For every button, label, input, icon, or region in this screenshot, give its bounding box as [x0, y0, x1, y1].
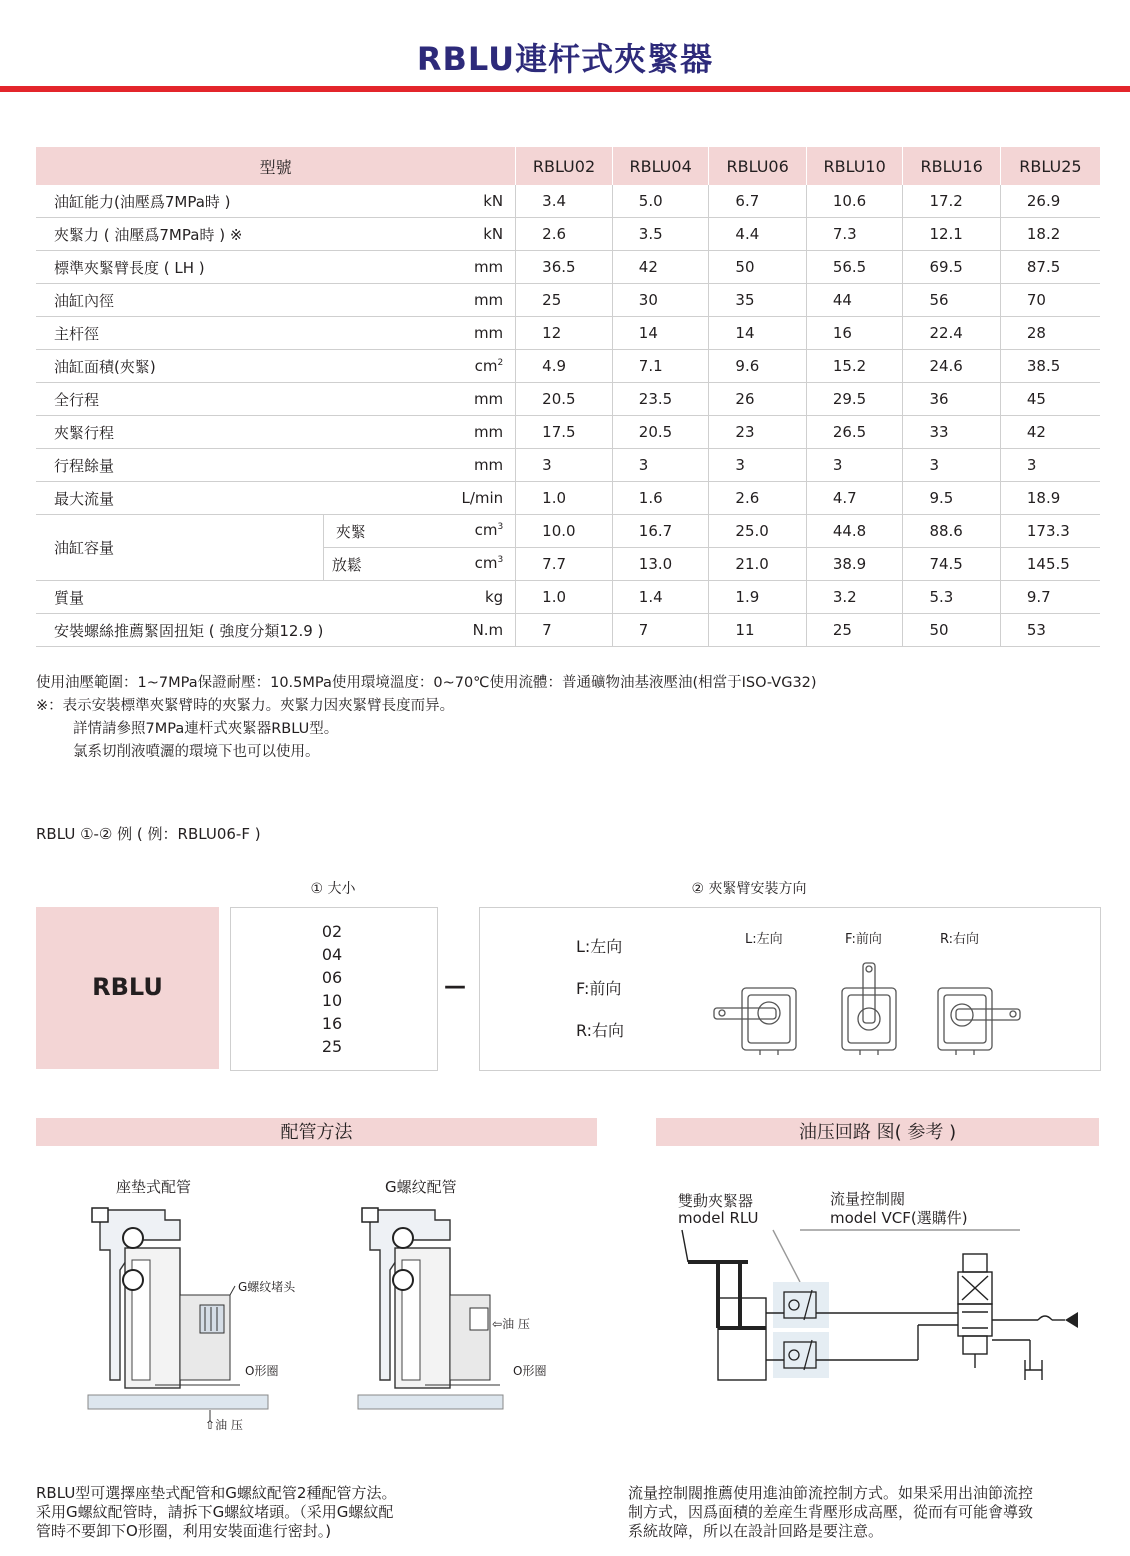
dir-fig-label: R:右向: [940, 932, 980, 947]
oil-label-text: 油 压: [502, 1317, 530, 1331]
cell: 33: [903, 416, 1000, 449]
cell: 5.0: [612, 185, 709, 218]
direction-option: F:前向: [576, 979, 622, 998]
oil-label: [205, 1416, 243, 1433]
title-rule: [0, 86, 1130, 92]
arrow-left-icon: ⇦: [492, 1317, 503, 1331]
piping-text: RBLU型可選擇座垫式配管和G螺紋配管2種配管方法。: [36, 1484, 397, 1502]
cell: 53: [1000, 614, 1100, 647]
row-unit-text: cm: [474, 357, 498, 375]
circuit-text: 制方式，因爲面積的差産生背壓形成高壓，從而有可能會導致: [628, 1503, 1034, 1521]
model-header: RBLU16: [903, 147, 1000, 185]
page-title: RBLU連杆式夾緊器: [416, 40, 714, 78]
cell: 44.8: [806, 515, 903, 548]
table-row: [36, 185, 1100, 218]
cell: 17.2: [903, 185, 1000, 218]
cell: 7.1: [612, 350, 709, 383]
circuit-label: model VCF(選購件): [830, 1209, 968, 1227]
cell: 38.5: [1000, 350, 1100, 383]
row-item: 全行程: [36, 383, 323, 416]
size-option: 02: [321, 922, 343, 941]
spec-table: [36, 147, 1100, 647]
row-unit: kN: [323, 185, 515, 218]
row-item: 主杆徑: [36, 317, 323, 350]
cell: 35: [709, 284, 806, 317]
directional-valve: [958, 1254, 992, 1368]
cell: 145.5: [1000, 548, 1100, 581]
cell: 74.5: [903, 548, 1000, 581]
cell: 4.9: [516, 350, 613, 383]
cell: 28: [1000, 317, 1100, 350]
cell: 9.5: [903, 482, 1000, 515]
cell: 12: [516, 317, 613, 350]
ordering-example: RBLU ①-② 例 ( 例：RBLU06-F ): [36, 825, 261, 843]
oring-label: O形圈: [513, 1364, 547, 1378]
cell: 17.5: [516, 416, 613, 449]
capacity-sub-release: 放鬆: [331, 555, 362, 574]
row-item: 標準夾緊臂長度 ( LH ): [36, 251, 323, 284]
cell: 5.3: [903, 581, 1000, 614]
g-plug-label: G螺纹堵头: [238, 1280, 296, 1294]
row-item: 油缸能力(油壓爲7MPa時 ): [36, 185, 323, 218]
spec-table-body: [36, 185, 1100, 647]
cell: 3: [903, 449, 1000, 482]
row-unit-pair: [323, 515, 515, 548]
circuit-text: 流量控制閥推薦使用進油節流控制方式。如果采用出油節流控: [628, 1484, 1034, 1502]
row-item: 質量: [36, 581, 323, 614]
cell: 42: [1000, 416, 1100, 449]
dir-fig-label: F:前向: [845, 932, 882, 947]
circuit-label: 雙動夾緊器: [678, 1192, 754, 1210]
direction-figures: [700, 955, 1040, 1060]
piping-text: 管時不要卸下O形圈，利用安裝面進行密封。): [36, 1522, 332, 1540]
cell: 88.6: [903, 515, 1000, 548]
size-option: 10: [321, 991, 343, 1010]
size-list: [230, 920, 434, 1058]
table-row: [36, 449, 1100, 482]
cell: 3: [516, 449, 613, 482]
cell: 3: [709, 449, 806, 482]
cell: 38.9: [806, 548, 903, 581]
clamp-figure-left: [714, 988, 796, 1055]
table-row: [36, 350, 1100, 383]
cell: 36.5: [516, 251, 613, 284]
table-row: [36, 317, 1100, 350]
cell: 1.9: [709, 581, 806, 614]
cell: 20.5: [516, 383, 613, 416]
row-unit: L/min: [323, 482, 515, 515]
cell: 24.6: [903, 350, 1000, 383]
row-unit: kN: [323, 218, 515, 251]
cell: 36: [903, 383, 1000, 416]
cell: 11: [709, 614, 806, 647]
cell: 7.7: [516, 548, 613, 581]
cell: 2.6: [709, 482, 806, 515]
cell: 3: [806, 449, 903, 482]
cell: 4.4: [709, 218, 806, 251]
cell: 20.5: [612, 416, 709, 449]
table-row: [36, 416, 1100, 449]
cell: 7.3: [806, 218, 903, 251]
cell: 16: [806, 317, 903, 350]
cell: 23: [709, 416, 806, 449]
row-unit: mm: [323, 251, 515, 284]
piping-fig-gthread: [358, 1208, 503, 1409]
cell: 12.1: [903, 218, 1000, 251]
cell: 1.0: [516, 581, 613, 614]
clamp-figure-right: [938, 988, 1020, 1055]
cell: 173.3: [1000, 515, 1100, 548]
row-unit: mm: [323, 449, 515, 482]
pump-arrow-icon: [1065, 1312, 1078, 1328]
cell: 56.5: [806, 251, 903, 284]
row-item: 夾緊力 ( 油壓爲7MPa時 ) ※: [36, 218, 323, 251]
row-item: 油缸內徑: [36, 284, 323, 317]
direction-label: ② 夾緊臂安裝方向: [691, 881, 807, 897]
row-unit: mm: [323, 416, 515, 449]
cell: 6.7: [709, 185, 806, 218]
cell: 50: [903, 614, 1000, 647]
cell: 1.4: [612, 581, 709, 614]
size-option: 06: [321, 968, 343, 987]
model-header: RBLU04: [612, 147, 709, 185]
cell: 29.5: [806, 383, 903, 416]
cell: 3: [1000, 449, 1100, 482]
cell: 1.6: [612, 482, 709, 515]
cell: 42: [612, 251, 709, 284]
piping-fig2-title: G螺纹配管: [385, 1178, 457, 1196]
cell: 14: [709, 317, 806, 350]
cell: 21.0: [709, 548, 806, 581]
circuit-label: model RLU: [678, 1209, 759, 1227]
cell: 1.0: [516, 482, 613, 515]
row-unit: mm: [323, 383, 515, 416]
row-item: 行程餘量: [36, 449, 323, 482]
row-item: 最大流量: [36, 482, 323, 515]
table-row: [36, 251, 1100, 284]
cell: 45: [1000, 383, 1100, 416]
dir-fig-label: L:左向: [745, 932, 783, 947]
cell: 18.2: [1000, 218, 1100, 251]
row-unit: mm: [323, 284, 515, 317]
table-row: [36, 218, 1100, 251]
note-line: ※：表示安裝標準夾緊臂時的夾緊力。夾緊力因夾緊臂長度而异。: [36, 698, 455, 714]
cell: 7: [612, 614, 709, 647]
cell: 3.4: [516, 185, 613, 218]
cell: 14: [612, 317, 709, 350]
row-unit-text: cm: [474, 553, 498, 572]
cell: 23.5: [612, 383, 709, 416]
cell: 16.7: [612, 515, 709, 548]
cell: 30: [612, 284, 709, 317]
oil-label: [492, 1315, 530, 1332]
cell: 25: [516, 284, 613, 317]
model-header: RBLU02: [516, 147, 613, 185]
piping-fig-manifold: [88, 1208, 268, 1422]
capacity-label: 油缸容量: [36, 515, 323, 581]
model-header: RBLU25: [1000, 147, 1100, 185]
model-header: RBLU10: [806, 147, 903, 185]
table-row: [36, 482, 1100, 515]
note-line: 詳情請參照7MPa連杆式夾緊器RBLU型。: [73, 721, 339, 737]
cell: 50: [709, 251, 806, 284]
direction-option: L:左向: [576, 937, 623, 956]
flow-control-valves: [773, 1282, 829, 1378]
piping-title: 配管方法: [36, 1118, 597, 1146]
cell: 9.6: [709, 350, 806, 383]
cell: 2.6: [516, 218, 613, 251]
cell: 3.2: [806, 581, 903, 614]
cell: 9.7: [1000, 581, 1100, 614]
row-item: 安裝螺絲推薦緊固扭矩 ( 強度分類12.9 ): [36, 614, 323, 647]
direction-option: R:右向: [576, 1021, 625, 1040]
cell: 3.5: [612, 218, 709, 251]
cell: 87.5: [1000, 251, 1100, 284]
table-header-row: [36, 147, 1100, 185]
table-row-capacity-clamp: [36, 515, 1100, 548]
row-unit: mm: [323, 317, 515, 350]
unit-superscript: 3: [497, 554, 504, 565]
row-unit-pair: [323, 548, 515, 581]
cell: 25.0: [709, 515, 806, 548]
cell: 26.5: [806, 416, 903, 449]
piping-text: 采用G螺紋配管時，請拆下G螺紋堵頭。（采用G螺紋配: [36, 1503, 394, 1521]
size-label: ① 大小: [310, 881, 356, 897]
cell: 44: [806, 284, 903, 317]
row-item: 油缸面積(夾緊): [36, 350, 323, 383]
cell: 22.4: [903, 317, 1000, 350]
size-option: 25: [321, 1037, 343, 1056]
row-item: 夾緊行程: [36, 416, 323, 449]
cell: 26.9: [1000, 185, 1100, 218]
circuit-label: 流量控制閥: [830, 1190, 906, 1208]
cell: 10.6: [806, 185, 903, 218]
table-row: [36, 284, 1100, 317]
size-option: 04: [321, 945, 343, 964]
note-line: 使用油壓範圍：1~7MPa保證耐壓：10.5MPa使用環境溫度：0~70℃使用流體：普通礦物油基液壓油(相當于ISO-VG32): [36, 675, 817, 691]
table-row: [36, 383, 1100, 416]
cell: 4.7: [806, 482, 903, 515]
oil-label-text: 油 压: [215, 1418, 243, 1432]
code-text: RBLU: [92, 973, 163, 1001]
cell: 70: [1000, 284, 1100, 317]
row-unit: [323, 350, 515, 383]
oring-label: O形圈: [245, 1364, 279, 1378]
unit-superscript: 3: [497, 521, 504, 532]
table-row: [36, 614, 1100, 647]
cell: 69.5: [903, 251, 1000, 284]
cell: 15.2: [806, 350, 903, 383]
piping-diagram: [80, 1200, 540, 1445]
circuit-text: 系統故障，所以在設計回路是要注意。: [628, 1522, 884, 1540]
clamp-figure-front: [842, 963, 896, 1055]
cell: 13.0: [612, 548, 709, 581]
circuit-title: 油压回路 图( 参考 ): [656, 1118, 1099, 1146]
cell: 25: [806, 614, 903, 647]
arrow-up-icon: ⇧: [205, 1418, 216, 1432]
cell: 10.0: [516, 515, 613, 548]
header-model-label: 型號: [36, 147, 516, 185]
row-unit: kg: [323, 581, 515, 614]
table-row: [36, 581, 1100, 614]
row-unit-text: cm: [474, 520, 498, 539]
note-line: 氯系切削液噴灑的環境下也可以使用。: [73, 744, 320, 760]
unit-superscript: 2: [497, 358, 504, 368]
cell: 56: [903, 284, 1000, 317]
cell: 7: [516, 614, 613, 647]
cell: 26: [709, 383, 806, 416]
code-dash: —: [444, 974, 466, 999]
cell: 3: [612, 449, 709, 482]
capacity-sub-clamp: 夾緊: [335, 522, 366, 541]
model-header: RBLU06: [709, 147, 806, 185]
hydraulic-circuit-diagram: [660, 1220, 1080, 1400]
piping-fig1-title: 座垫式配管: [116, 1178, 192, 1196]
cell: 18.9: [1000, 482, 1100, 515]
row-unit: N.m: [323, 614, 515, 647]
size-option: 16: [321, 1014, 343, 1033]
